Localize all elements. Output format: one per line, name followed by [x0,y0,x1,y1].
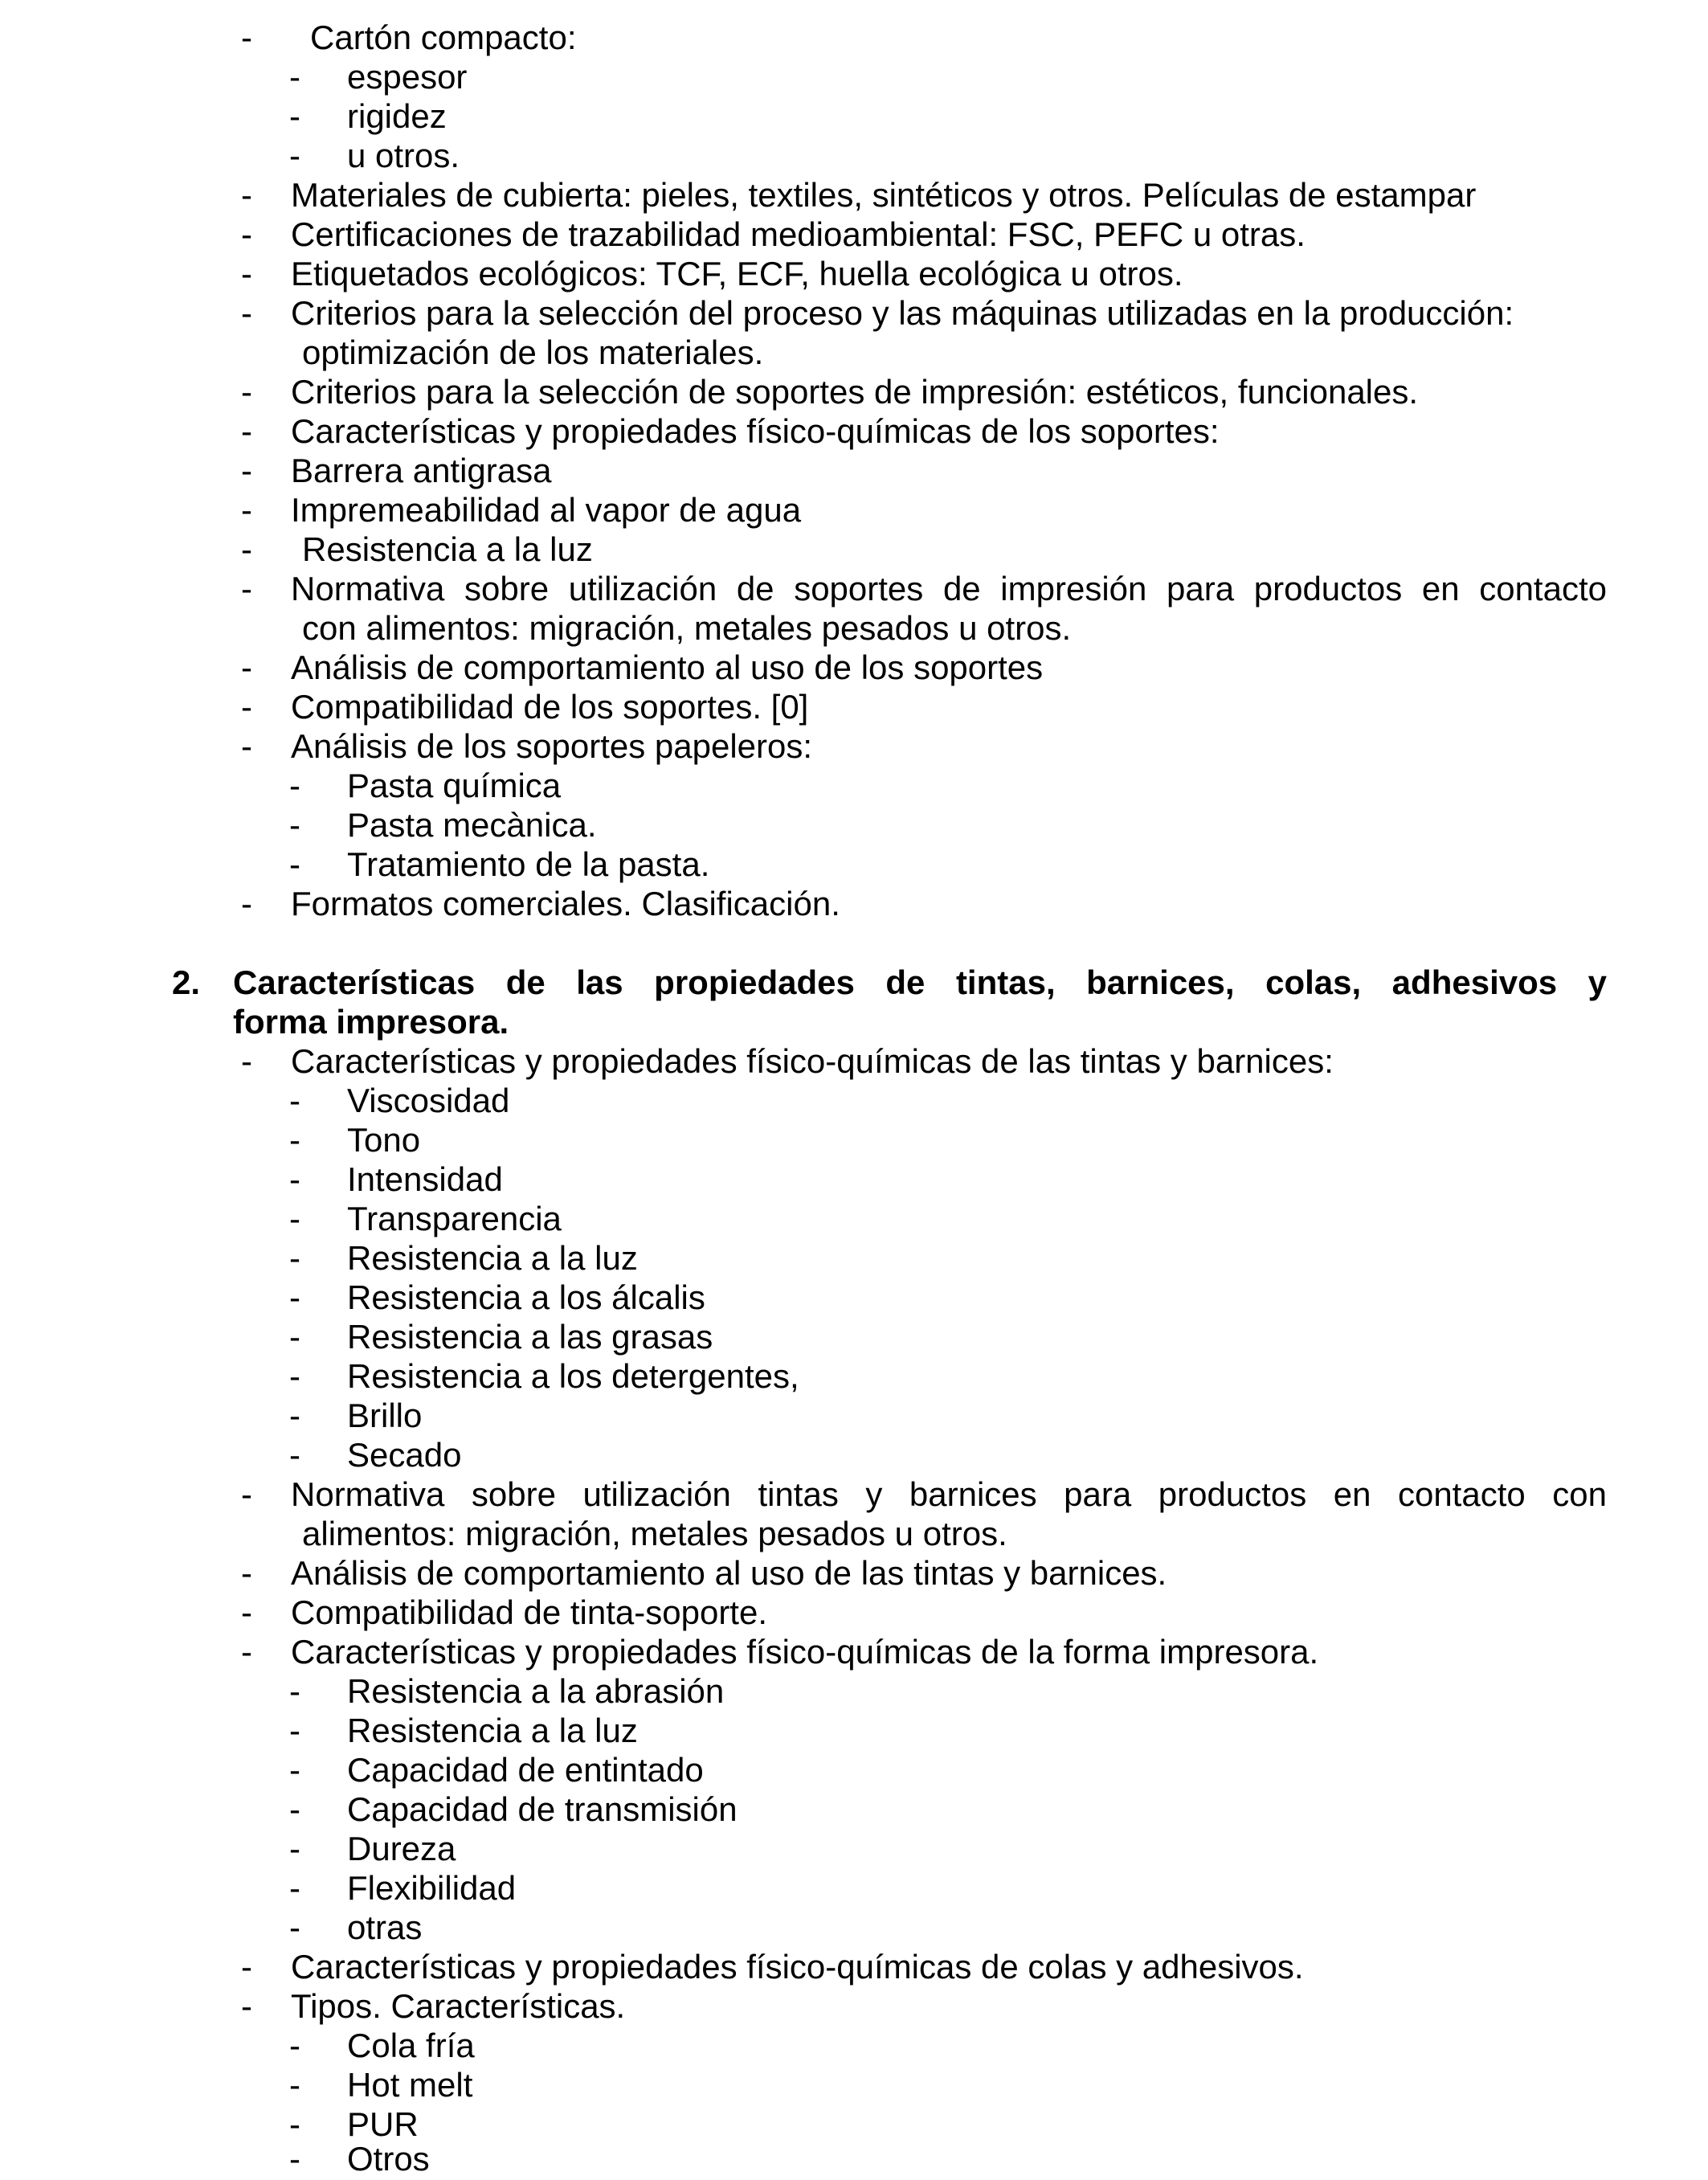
sub-list-item: otras [347,1908,423,1946]
bullet-dash: - [289,2066,300,2104]
bullet-dash: - [289,2105,300,2143]
bullet-dash: - [289,1790,300,1828]
bullet-dash: - [289,1160,300,1198]
list-item: Análisis de comportamiento al uso de los soportes [291,648,1044,686]
list-item: Criterios para la selección del proceso y las máquinas utilizadas en la producción: [291,294,1514,332]
list-item: Compatibilidad de los soportes. [0] [291,688,809,726]
sub-list-item: u otros. [347,137,460,174]
bullet-dash: - [289,1712,300,1749]
bullet-dash: - [289,1121,300,1159]
list-item: Análisis de los soportes papeleros: [291,727,813,765]
sub-list-item: PUR [347,2105,419,2143]
bullet-dash: - [241,373,252,411]
section-heading: Características de las propiedades de tintas, barnices, colas, adhesivos y [233,963,1607,1001]
bullet-dash: - [289,806,300,844]
list-item: Compatibilidad de tinta-soporte. [291,1593,768,1631]
sub-list-item: Resistencia a las grasas [347,1318,713,1356]
bullet-dash: - [241,1593,252,1631]
bullet-dash: - [241,18,252,56]
list-item-continuation: optimización de los materiales. [302,333,764,371]
sub-list-item: Resistencia a los álcalis [347,1278,705,1316]
list-item: Normativa sobre utilización de soportes de impresión para productos en contacto [291,570,1607,607]
sub-list-item: Intensidad [347,1160,503,1198]
bullet-dash: - [241,1948,252,1986]
bullet-dash: - [241,215,252,253]
sub-list-item: Pasta química [347,767,562,804]
bullet-dash: - [289,1200,300,1237]
bullet-dash: - [289,1239,300,1277]
sub-list-item: Brillo [347,1397,423,1434]
sub-list-item: Transparencia [347,1200,562,1237]
bullet-dash: - [289,2140,300,2178]
bullet-dash: - [241,648,252,686]
bullet-dash: - [241,176,252,214]
sub-list-item: Otros [347,2140,430,2178]
list-item: Criterios para la selección de soportes de impresión: estéticos, funcionales. [291,373,1419,411]
list-item: Análisis de comportamiento al uso de las tintas y barnices. [291,1554,1167,1592]
list-item: Tipos. Características. [291,1987,626,2025]
bullet-dash: - [241,452,252,489]
bullet-dash: - [289,767,300,804]
bullet-dash: - [289,1082,300,1119]
sub-list-item: Dureza [347,1830,456,1867]
sub-list-item: Capacidad de transmisión [347,1790,738,1828]
sub-list-item: Hot melt [347,2066,473,2104]
section-number: 2. [172,963,201,1001]
list-item: Impremeabilidad al vapor de agua [291,491,802,529]
bullet-dash: - [241,885,252,922]
list-item-continuation: con alimentos: migración, metales pesados u otros. [302,609,1072,647]
bullet-dash: - [241,1042,252,1080]
bullet-dash: - [289,845,300,883]
sub-list-item: rigidez [347,97,447,135]
bullet-dash: - [241,1987,252,2025]
sub-list-item: Resistencia a la luz [347,1712,638,1749]
bullet-dash: - [241,1633,252,1671]
sub-list-item: Cola fría [347,2027,475,2064]
list-item: Etiquetados ecológicos: TCF, ECF, huella ecológica u otros. [291,255,1183,292]
list-item: Características y propiedades físico-químicas de las tintas y barnices: [291,1042,1334,1080]
bullet-dash: - [241,294,252,332]
bullet-dash: - [241,688,252,726]
bullet-dash: - [241,1554,252,1592]
bullet-dash: - [241,412,252,450]
list-item: Certificaciones de trazabilidad medioambiental: FSC, PEFC u otras. [291,215,1306,253]
sub-list-item: Tono [347,1121,421,1159]
list-item: Resistencia a la luz [302,530,593,568]
bullet-dash: - [289,1278,300,1316]
sub-list-item: Viscosidad [347,1082,510,1119]
list-item: Cartón compacto: [310,18,577,56]
list-item-continuation: alimentos: migración, metales pesados u otros. [302,1515,1007,1552]
list-item: Normativa sobre utilización tintas y barnices para productos en contacto con [291,1475,1607,1513]
list-item: Formatos comerciales. Clasificación. [291,885,840,922]
bullet-dash: - [289,1751,300,1789]
bullet-dash: - [289,1830,300,1867]
sub-list-item: Resistencia a la luz [347,1239,638,1277]
list-item: Características y propiedades físico-químicas de la forma impresora. [291,1633,1319,1671]
sub-list-item: Flexibilidad [347,1869,517,1907]
bullet-dash: - [289,1908,300,1946]
bullet-dash: - [289,137,300,174]
bullet-dash: - [289,58,300,96]
bullet-dash: - [289,97,300,135]
sub-list-item: espesor [347,58,468,96]
sub-list-item: Secado [347,1436,462,1474]
bullet-dash: - [289,1869,300,1907]
bullet-dash: - [289,1672,300,1710]
sub-list-item: Capacidad de entintado [347,1751,704,1789]
bullet-dash: - [241,255,252,292]
sub-list-item: Resistencia a los detergentes, [347,1357,799,1395]
sub-list-item: Tratamiento de la pasta. [347,845,710,883]
bullet-dash: - [241,491,252,529]
section-heading-continuation: forma impresora. [233,1003,509,1041]
bullet-dash: - [241,570,252,607]
list-item: Características y propiedades físico-químicas de los soportes: [291,412,1220,450]
bullet-dash: - [289,1436,300,1474]
list-item: Materiales de cubierta: pieles, textiles, sintéticos y otros. Películas de estampar [291,176,1477,214]
bullet-dash: - [289,1357,300,1395]
sub-list-item: Pasta mecànica. [347,806,597,844]
bullet-dash: - [289,1318,300,1356]
sub-list-item: Resistencia a la abrasión [347,1672,725,1710]
bullet-dash: - [241,530,252,568]
bullet-dash: - [289,1397,300,1434]
bullet-dash: - [241,727,252,765]
list-item: Barrera antigrasa [291,452,552,489]
list-item: Características y propiedades físico-químicas de colas y adhesivos. [291,1948,1304,1986]
bullet-dash: - [241,1475,252,1513]
bullet-dash: - [289,2027,300,2064]
